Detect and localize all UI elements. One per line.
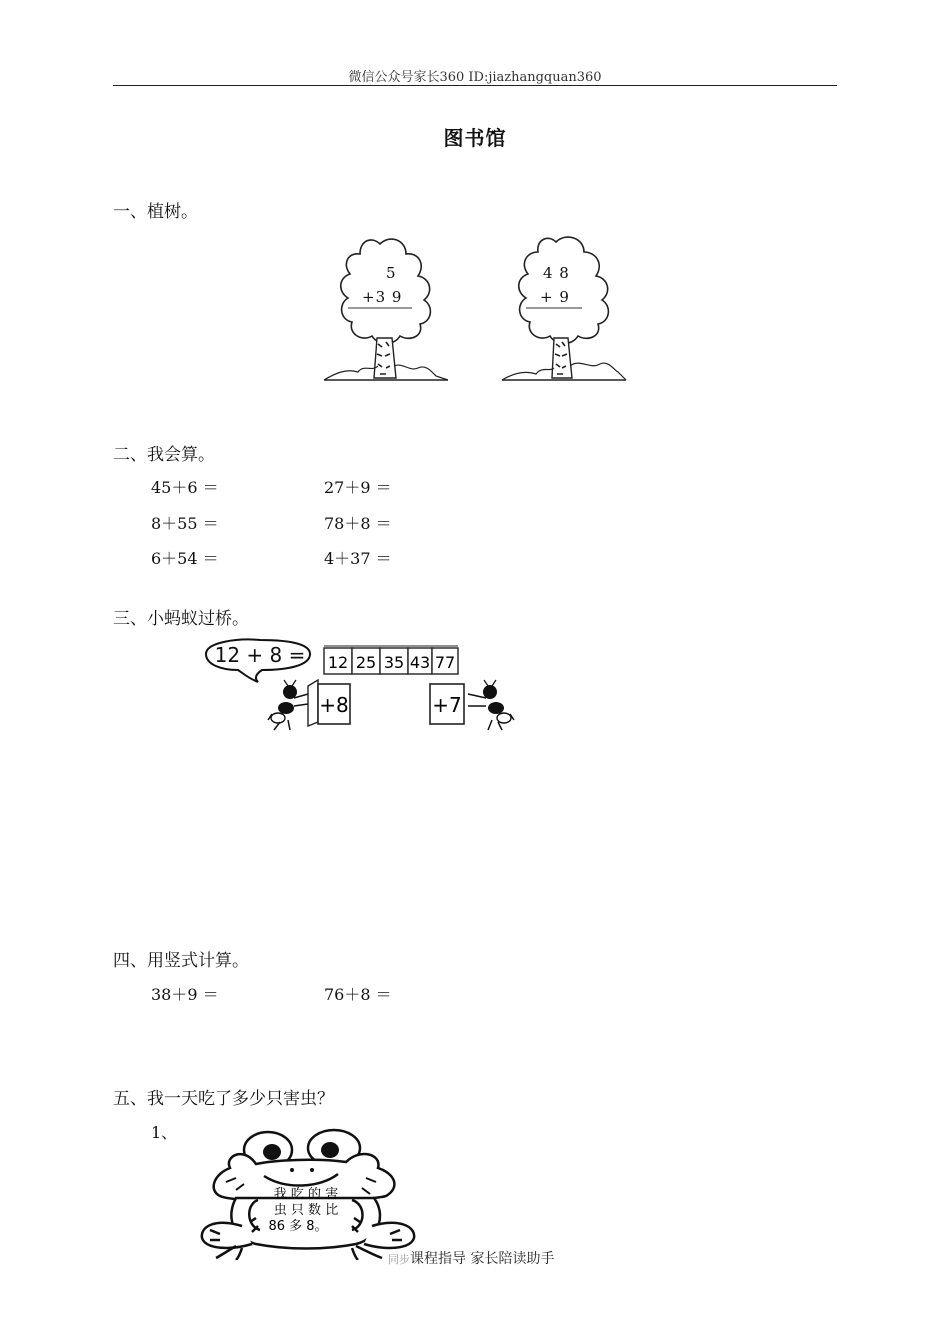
bubble-text: 12 + 8 = [214, 643, 306, 667]
bridge-number-boxes [324, 646, 458, 674]
section-5-heading: 五、我一天吃了多少只害虫？ [113, 1089, 334, 1109]
problem: 45＋6 ＝ [151, 478, 219, 497]
sign-right-label: +7 [432, 693, 462, 717]
problem: 6＋54 ＝ [151, 549, 219, 568]
footer-text: 课程指导 家长陪读助手 [410, 1251, 555, 1267]
header-divider [113, 85, 837, 86]
problem: 38＋9 ＝ [151, 985, 219, 1004]
problem: 76＋8 ＝ [324, 985, 392, 1004]
tree-icon [500, 232, 630, 384]
bridge-number: 35 [383, 653, 405, 672]
section-3-heading: 三、小蚂蚁过桥。 [113, 609, 249, 629]
problem: 8＋55 ＝ [151, 514, 219, 533]
page-header: 微信公众号家长360 ID:jiazhangquan360 [348, 70, 602, 85]
tree-1-bottom-number: +3 9 [362, 288, 403, 306]
tree-icon [322, 232, 452, 384]
section-4-heading: 四、用竖式计算。 [113, 951, 249, 971]
tree-2-bottom-number: + 9 [540, 288, 570, 306]
section-1-heading: 一、植树。 [113, 202, 198, 222]
tree-2-top-number: 4 8 [543, 264, 570, 282]
frog-text-line: 86 多 8。 [268, 1219, 328, 1234]
page-title: 图书馆 [443, 126, 507, 150]
ant-right-icon [468, 680, 514, 730]
item-number: 1、 [151, 1123, 178, 1142]
frog-text-line: 虫 只 数 比 [273, 1203, 339, 1218]
tree-1 [322, 232, 452, 384]
bridge-number: 25 [355, 653, 377, 672]
frog-illustration [196, 1126, 422, 1260]
tree-2 [500, 232, 630, 384]
page-footer [388, 1248, 554, 1268]
bridge-number: 43 [409, 653, 431, 672]
bridge-number: 77 [434, 653, 456, 672]
footer-prefix: 同步 [388, 1253, 410, 1266]
ant-left-icon [268, 680, 308, 730]
problem: 78＋8 ＝ [324, 514, 392, 533]
bridge-number: 12 [327, 653, 349, 672]
sign-left-label: +8 [319, 693, 349, 717]
problem: 4＋37 ＝ [324, 549, 392, 568]
ant-bridge-illustration [198, 636, 528, 732]
frog-text-line: 我 吃 的 害 [273, 1187, 339, 1202]
tree-1-top-number: 5 [386, 264, 397, 282]
problem: 27＋9 ＝ [324, 478, 392, 497]
section-2-heading: 二、我会算。 [113, 445, 215, 465]
